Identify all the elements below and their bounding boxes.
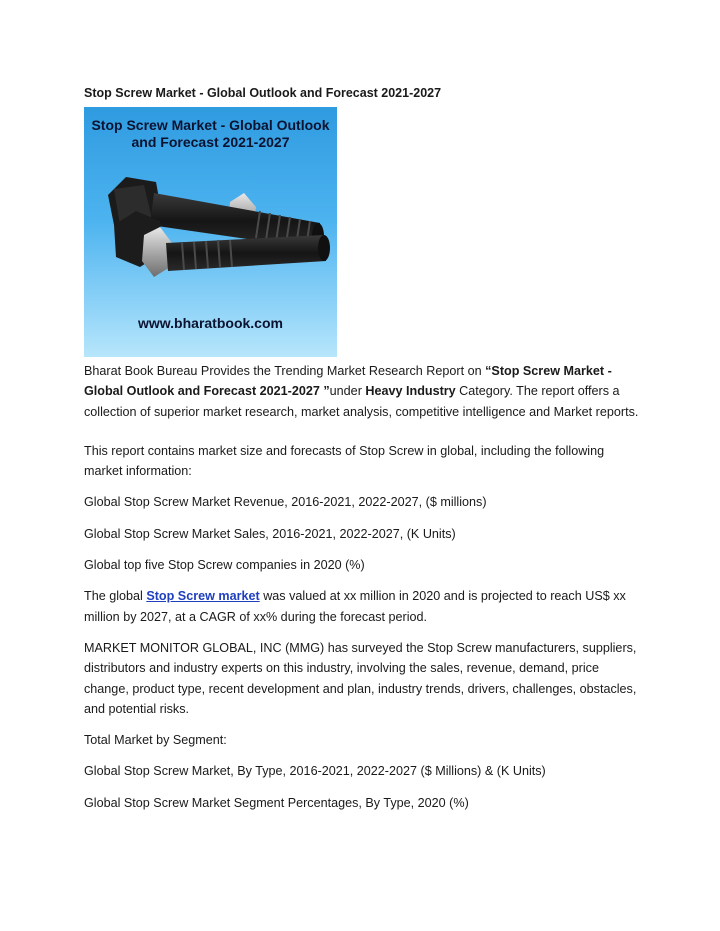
report-name: “Stop Screw Market - Global Outlook and Forecast 2021-2027 ”	[84, 364, 612, 399]
intro-text: Bharat Book Bureau Provides the Trending Market Research Report on	[84, 364, 486, 378]
bullet-revenue: Global Stop Screw Market Revenue, 2016-2021, 2022-2027, ($ millions)	[84, 495, 487, 510]
stop-screw-market-link[interactable]: Stop Screw market	[146, 589, 260, 604]
category-name: Heavy Industry	[365, 384, 456, 399]
valued-paragraph	[84, 586, 644, 627]
valued-before: The global	[84, 589, 147, 604]
segment-line-type: Global Stop Screw Market, By Type, 2016-2021, 2022-2027 ($ Millions) & (K Units)	[84, 764, 546, 779]
segment-line-percentages: Global Stop Screw Market Segment Percentages, By Type, 2020 (%)	[84, 795, 469, 810]
contains-paragraph: This report contains market size and forecasts of Stop Screw in global, including the following market information:	[84, 443, 605, 479]
segment-heading: Total Market by Segment:	[84, 733, 227, 748]
valued-after: was valued at xx million in 2020 and is projected to reach US$ xx million by 2027, at a CAGR of xx% during the forecast period.	[84, 589, 626, 624]
document-title: Stop Screw Market - Global Outlook and Forecast 2021-2027	[84, 86, 442, 100]
intro-under: under	[329, 384, 366, 399]
bullet-top-five: Global top five Stop Screw companies in 2020 (%)	[84, 558, 365, 573]
cover-url: www.bharatbook.com	[138, 315, 283, 331]
survey-paragraph: MARKET MONITOR GLOBAL, INC (MMG) has surveyed the Stop Screw manufacturers, suppliers, distributors and industry experts on this industry, involving the sales, revenue, demand, price change, product type, recent development and plan, industry trends, drivers, challenges, obstacles, and potential risks.	[84, 640, 637, 716]
intro-rest: Category. The report offers a collection of superior market research, market analysis, competitive intelligence and Market reports.	[84, 384, 639, 419]
document-page	[84, 86, 644, 813]
bullet-sales: Global Stop Screw Market Sales, 2016-2021, 2022-2027, (K Units)	[84, 526, 456, 541]
cover-image	[84, 107, 337, 357]
intro-paragraph	[84, 361, 644, 422]
cover-title: Stop Screw Market - Global Outlook and Forecast 2021-2027	[91, 117, 330, 150]
